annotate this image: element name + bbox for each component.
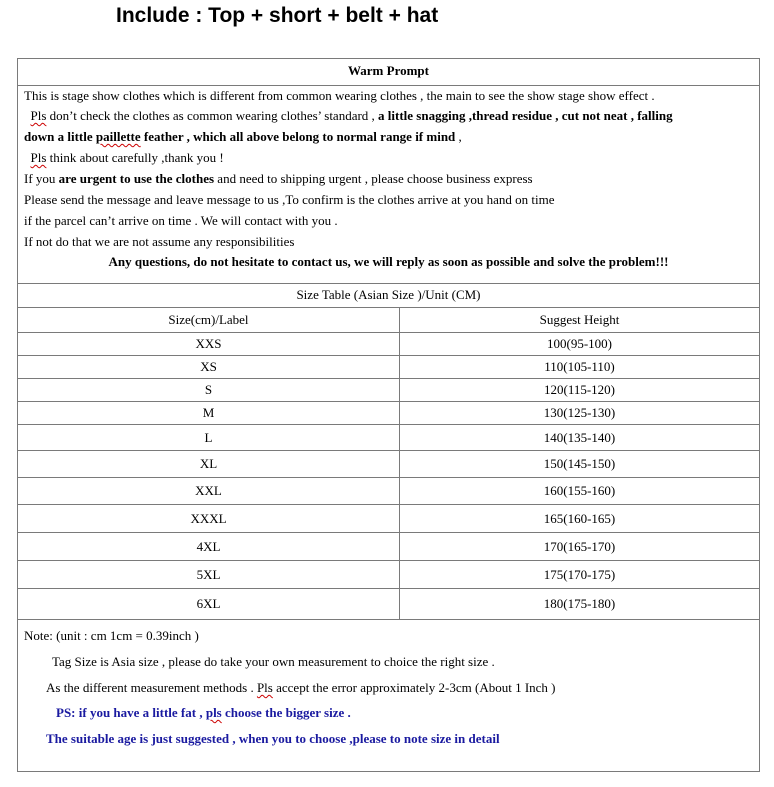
warm-prompt-heading: Warm Prompt	[348, 63, 429, 78]
suggest-height-cell: 150(145-150)	[543, 456, 616, 471]
note-measurement	[46, 680, 556, 696]
table-row	[18, 401, 759, 424]
warm-line-3-paillette: paillette	[95, 129, 141, 144]
suggest-height-cell: 140(135-140)	[543, 429, 616, 445]
warm-line-3-c: ,	[455, 129, 462, 144]
warm-line-9: Any questions, do not hesitate to contact us, we will reply as soon as possible and solve the problem!!!	[108, 254, 669, 269]
table-row	[18, 332, 759, 355]
size-label-cell: L	[18, 425, 400, 450]
size-label-cell: XXXL	[18, 505, 400, 532]
info-table	[17, 58, 760, 772]
warm-line-3-b: feather , which all above belong to normal range if mind	[140, 129, 456, 144]
table-row	[18, 450, 759, 477]
warm-line-2-a: don’t check the clothes as common wearing clothes’ standard ,	[46, 108, 379, 123]
suggest-height-cell: 165(160-165)	[543, 510, 616, 526]
size-label-cell: 5XL	[18, 561, 400, 588]
suggest-height-cell: 175(170-175)	[543, 566, 616, 582]
size-table-header	[18, 307, 759, 332]
suggest-height-cell: 130(125-130)	[543, 405, 616, 420]
note-tag-size: Tag Size is Asia size , please do take your own measurement to choice the right size .	[52, 654, 495, 669]
size-label-cell: XL	[18, 451, 400, 477]
table-row	[18, 378, 759, 401]
warm-line-2	[24, 108, 673, 124]
size-label-cell: 6XL	[18, 589, 400, 619]
warm-line-5-a: If you	[24, 171, 59, 186]
table-row	[18, 504, 759, 532]
warm-line-6: Please send the message and leave message to us ,To confirm is the clothes arrive at you hand on time	[24, 192, 555, 207]
notes-section	[18, 619, 759, 771]
warm-prompt-body	[18, 85, 759, 283]
size-label-cell: XXS	[18, 333, 400, 355]
warm-line-1: This is stage show clothes which is different from common wearing clothes , the main to see the show stage show effect .	[24, 88, 655, 103]
note-ps	[56, 705, 351, 721]
suggest-height-cell: 100(95-100)	[547, 336, 612, 351]
size-label-cell: 4XL	[18, 533, 400, 560]
note-measurement-a: As the different measurement methods .	[46, 680, 257, 695]
suggest-height-cell: 160(155-160)	[543, 483, 616, 498]
warm-line-5	[24, 171, 533, 187]
size-label-cell: XS	[18, 356, 400, 378]
warm-line-8: If not do that we are not assume any responsibilities	[24, 234, 295, 249]
warm-line-5-b: are urgent to use the clothes	[58, 171, 215, 186]
note-measurement-b: accept the error approximately 2-3cm (About 1 Inch )	[272, 680, 556, 695]
suggest-height-cell: 110(105-110)	[544, 359, 615, 374]
size-label-cell: XXL	[18, 478, 400, 504]
page-title: Include : Top + short + belt + hat	[116, 4, 439, 27]
note-age: The suitable age is just suggested , when you to choose ,please to note size in detail	[46, 731, 500, 746]
warm-line-5-c: and need to shipping urgent , please choose business express	[214, 171, 533, 186]
warm-line-3-a: down a little	[24, 129, 96, 144]
note-ps-pls: pls	[205, 705, 222, 720]
note-unit: Note: (unit : cm 1cm = 0.39inch )	[24, 628, 199, 643]
suggest-height-cell: 120(115-120)	[543, 382, 615, 397]
warm-line-3	[24, 129, 462, 145]
note-measurement-pls: Pls	[256, 680, 273, 695]
warm-line-4-a: think about carefully ,thank you !	[46, 150, 224, 165]
table-row	[18, 532, 759, 560]
warm-line-4	[24, 150, 224, 166]
warm-line-4-pls: Pls	[30, 150, 47, 165]
suggest-height-cell: 170(165-170)	[543, 538, 616, 554]
size-label-cell: S	[18, 379, 400, 401]
table-row	[18, 477, 759, 504]
warm-line-7: if the parcel can’t arrive on time . We will contact with you .	[24, 213, 338, 228]
warm-line-2-pls: Pls	[30, 108, 47, 123]
suggest-height-cell: 180(175-180)	[543, 596, 616, 611]
note-ps-a: PS: if you have a little fat ,	[56, 705, 206, 720]
table-row	[18, 588, 759, 619]
table-row	[18, 355, 759, 378]
size-label-cell: M	[18, 402, 400, 424]
note-ps-b: choose the bigger size .	[221, 705, 351, 720]
size-table-title: Size Table (Asian Size )/Unit (CM)	[18, 283, 759, 307]
column-header-label: Size(cm)/Label	[18, 308, 400, 332]
warm-line-2-b: a little snagging ,thread residue , cut not neat , falling	[378, 108, 673, 123]
table-row	[18, 560, 759, 588]
table-row	[18, 424, 759, 450]
column-header-height: Suggest Height	[539, 312, 620, 327]
